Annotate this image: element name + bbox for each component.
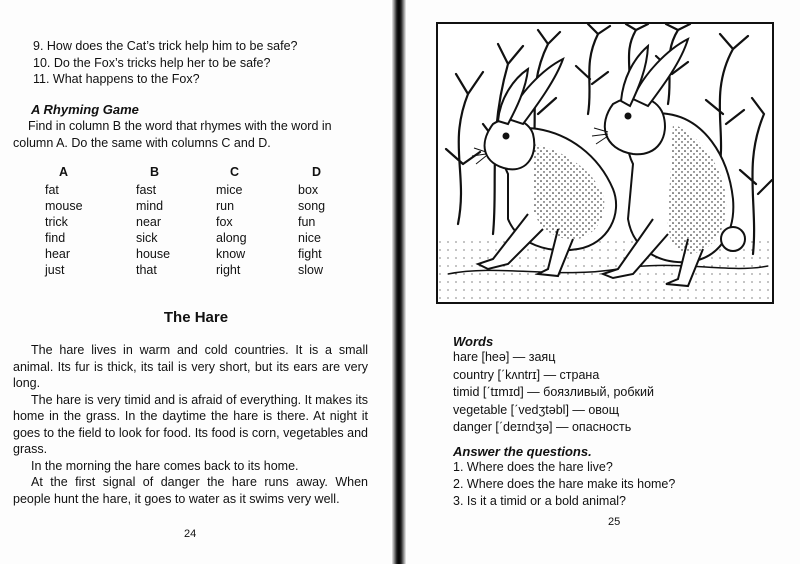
vocab-item: danger [ˊdeɪndʒə] — опасность xyxy=(453,420,632,434)
two-hares-illustration-icon xyxy=(436,22,774,304)
column-d xyxy=(298,165,325,278)
column-word: nice xyxy=(298,231,321,245)
story-paragraph: The hare lives in warm and cold countries. It is a small animal. Its fur is thick, its tail is very short, but its ears are very long. xyxy=(13,343,368,390)
column-word: along xyxy=(216,231,247,245)
hare-story-title: The Hare xyxy=(163,309,229,326)
column-word: house xyxy=(136,247,171,261)
column-word: song xyxy=(298,199,326,213)
story-paragraph: The hare is very timid and is afraid of everything. It makes its home in the grass. In the daytime the hare is there. At night it goes to the field to look for food. Its food is corn, vegetables and grass. xyxy=(13,392,368,456)
rhyme-columns xyxy=(0,165,392,285)
rhyming-game-instructions xyxy=(13,118,373,151)
hare-story-text xyxy=(13,342,368,507)
vocab-item: vegetable [ˊvedʒtəbl] — овощ xyxy=(453,402,620,417)
book-gutter xyxy=(392,0,406,564)
column-header: D xyxy=(312,165,322,179)
page-number-left: 24 xyxy=(184,528,197,540)
column-word: know xyxy=(216,247,246,261)
column-word: fox xyxy=(216,215,233,229)
left-page xyxy=(0,0,392,564)
column-c xyxy=(216,165,247,278)
column-word: right xyxy=(216,263,241,277)
rhyming-game-title: A Rhyming Game xyxy=(31,102,139,117)
column-word: hear xyxy=(45,247,71,261)
column-word: sick xyxy=(136,231,158,245)
column-word: trick xyxy=(45,215,68,229)
column-word: slow xyxy=(298,263,324,277)
instructions-line-1: Find in column B the word that rhymes with the word in xyxy=(28,119,332,133)
column-word: fun xyxy=(298,215,316,229)
vocab-item: country [ˊkʌntrɪ] — страна xyxy=(453,367,600,382)
column-word: find xyxy=(45,231,66,245)
column-word: fat xyxy=(45,183,59,197)
answer-questions-list xyxy=(453,459,675,510)
story-questions xyxy=(33,38,298,88)
vocabulary-list xyxy=(453,349,654,437)
column-a xyxy=(45,165,83,278)
column-word: run xyxy=(216,199,235,213)
story-paragraph: At the first signal of danger the hare runs away. When people hunt the hare, it goes to water as it swims very well. xyxy=(13,475,368,506)
question-9: 9. How does the Cat’s trick help him to be safe? xyxy=(33,39,298,53)
story-paragraph: In the morning the hare comes back to its home. xyxy=(31,458,299,473)
column-word: fast xyxy=(136,183,157,197)
column-word: that xyxy=(136,263,157,277)
words-title: Words xyxy=(453,334,494,349)
column-word: fight xyxy=(298,247,322,261)
column-header: A xyxy=(59,165,69,179)
answer-questions-title: Answer the questions. xyxy=(453,444,592,459)
answer-question: 3. Is it a timid or a bold animal? xyxy=(453,494,626,508)
vocab-item: timid [ˊtɪmɪd] — боязливый, робкий xyxy=(453,385,654,399)
column-header: C xyxy=(230,165,240,179)
column-word: mouse xyxy=(45,199,83,213)
column-word: just xyxy=(45,263,65,277)
column-word: near xyxy=(136,215,162,229)
right-page xyxy=(406,0,800,564)
column-word: mind xyxy=(136,199,164,213)
column-word: box xyxy=(298,183,319,197)
column-b xyxy=(136,165,170,278)
column-word: mice xyxy=(216,183,243,197)
vocab-item: hare [heə] — заяц xyxy=(453,350,556,364)
page-number-right: 25 xyxy=(608,516,621,528)
column-header: B xyxy=(150,165,160,179)
instructions-line-2: column A. Do the same with columns C and D. xyxy=(13,135,271,150)
question-10: 10. Do the Fox’s tricks help her to be safe? xyxy=(33,55,271,70)
answer-question: 2. Where does the hare make its home? xyxy=(453,477,676,491)
answer-question: 1. Where does the hare live? xyxy=(453,460,613,474)
question-11: 11. What happens to the Fox? xyxy=(33,72,200,86)
